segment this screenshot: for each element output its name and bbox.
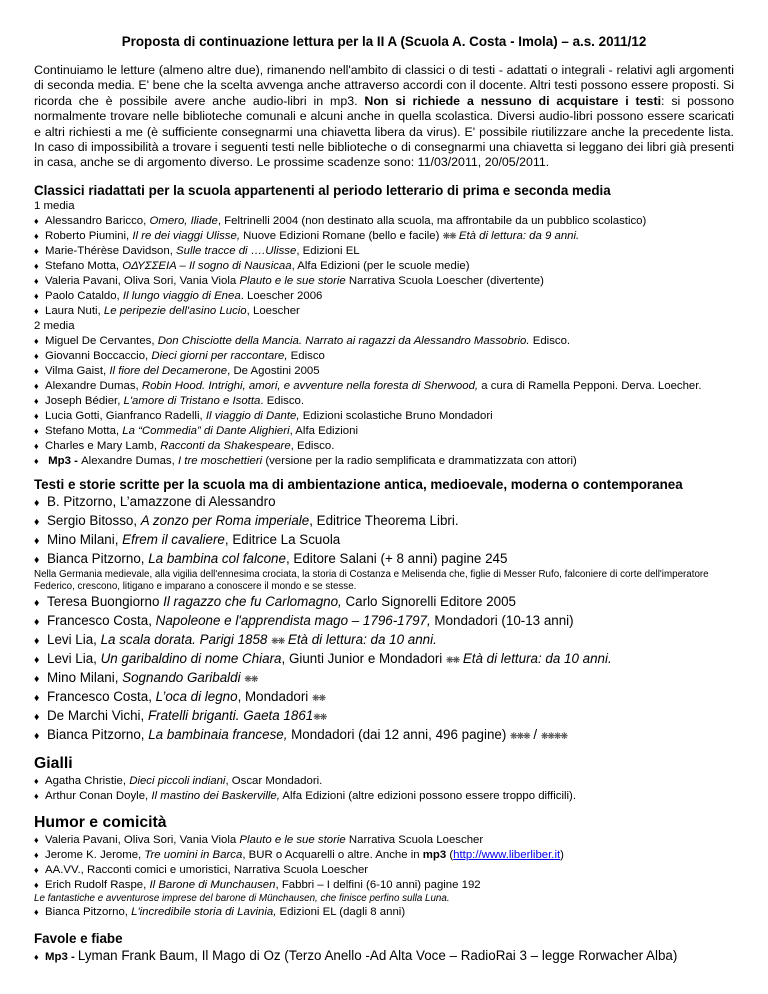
mp3-label: Mp3 - (45, 950, 78, 963)
diamond-bullet-icon: ♦ (34, 260, 39, 271)
section-heading-classici: Classici riadattati per la scuola appartenenti al periodo letterario di prima e seconda media (34, 182, 611, 198)
diamond-bullet-icon: ♦ (34, 790, 39, 801)
list-item: ♦ Valeria Pavani, Oliva Sori, Vania Viola Plauto e le sue storie Narrativa Scuola Loescher (34, 833, 484, 846)
list-item: ♦ Sergio Bitosso, A zonzo per Roma imperiale, Editrice Theorema Libri. (34, 512, 734, 531)
list-item: ♦ Mino Milani, Sognando Garibaldi ❋❋ (34, 669, 734, 688)
subheading-1-media: 1 media (34, 199, 75, 212)
diamond-bullet-icon: ♦ (34, 849, 39, 860)
list-item: ♦ Vilma Gaist, Il fiore del Decamerone, De Agostini 2005 (34, 364, 320, 377)
list-item: ♦ Mino Milani, Efrem il cavaliere, Editrice La Scuola (34, 531, 734, 550)
rating-stars-icon: ❋❋❋ (510, 730, 530, 741)
rating-stars-icon: ❋❋ (244, 673, 258, 684)
diamond-bullet-icon: ♦ (34, 395, 39, 406)
list-item: ♦ De Marchi Vichi, Fratelli briganti. Gaeta 1861❋❋ (34, 707, 734, 726)
diamond-bullet-icon: ♦ (34, 634, 40, 647)
diamond-bullet-icon: ♦ (34, 380, 39, 391)
rating-stars-icon: ❋❋ (271, 635, 285, 646)
list-item: ♦ Laura Nuti, Le peripezie dell'asino Lucio, Loescher (34, 304, 300, 317)
list-item: ♦ Bianca Pitzorno, L'incredibile storia di Lavinia, Edizioni EL (dagli 8 anni) (34, 905, 406, 918)
list-item: ♦ Stefano Motta, ΟΔΥΣΣΕΙΑ – Il sogno di Nausicaa, Alfa Edizioni (per le scuole medie) (34, 259, 470, 272)
list-item: ♦ Alexandre Dumas, Robin Hood. Intrighi, amori, e avventure nella foresta di Sherwood, a cura di Ramella Pepponi. Derva. Loecher. (34, 379, 702, 392)
list-item: ♦ Bianca Pitzorno, La bambinaia francese, Mondadori (dai 12 anni, 496 pagine) ❋❋❋ / ❋❋❋❋ (34, 726, 734, 745)
rating-stars-icon: ❋❋❋❋ (540, 730, 567, 741)
diamond-bullet-icon: ♦ (34, 290, 39, 301)
list-item: ♦ B. Pitzorno, L’amazzone di Alessandro (34, 493, 734, 512)
diamond-bullet-icon: ♦ (34, 335, 39, 346)
liberliber-link[interactable]: http://www.liberliber.it (453, 848, 561, 861)
list-item: ♦ Bianca Pitzorno, La bambina col falcone, Editore Salani (+ 8 anni) pagine 245 (34, 550, 734, 569)
list-item: ♦ Valeria Pavani, Oliva Sori, Vania Viola Plauto e le sue storie Narrativa Scuola Loescher (divertente) (34, 274, 544, 287)
section-heading-humor: Humor e comicità (34, 813, 167, 831)
diamond-bullet-icon: ♦ (34, 275, 39, 286)
list-item: ♦ Francesco Costa, L’oca di legno, Mondadori ❋❋ (34, 688, 734, 707)
list-item: ♦ Miguel De Cervantes, Don Chisciotte della Mancia. Narrato ai ragazzi da Alessandro Massobrio. Edisco. (34, 334, 571, 347)
book-synopsis: Nella Germania medievale, alla vigilia dell'ennesima crociata, la storia di Costanza e Melisenda che, figlie di Messer Rufo, falconiere di corte dell'imperatore Federico, crescono, litigano e imparano a conoscere il mondo e se stesse. (34, 568, 709, 592)
subheading-2-media: 2 media (34, 319, 75, 332)
list-item: ♦ Levi Lia, Un garibaldino di nome Chiara, Giunti Junior e Mondadori ❋❋ Età di lettura: da 10 anni. (34, 650, 734, 669)
document-page (34, 34, 734, 966)
diamond-bullet-icon: ♦ (34, 834, 39, 845)
list-item: ♦ Joseph Bédier, L'amore di Tristano e Isotta. Edisco. (34, 394, 305, 407)
rating-stars-icon: ❋❋ (313, 711, 327, 722)
list-item: ♦ Erich Rudolf Raspe, Il Barone di Munchausen, Fabbri – I delfini (6-10 anni) pagine 192 (34, 878, 481, 891)
list-item: ♦ Lucia Gotti, Gianfranco Radelli, Il viaggio di Dante, Edizioni scolastiche Bruno Mondadori (34, 409, 493, 422)
diamond-bullet-icon: ♦ (34, 534, 40, 547)
list-item: ♦ Agatha Christie, Dieci piccoli indiani, Oscar Mondadori. (34, 774, 323, 787)
list-item: ♦ Paolo Cataldo, Il lungo viaggio di Enea. Loescher 2006 (34, 289, 323, 302)
mp3-label: mp3 (422, 848, 447, 861)
diamond-bullet-icon: ♦ (34, 729, 40, 742)
diamond-bullet-icon: ♦ (34, 410, 39, 421)
diamond-bullet-icon: ♦ (34, 305, 39, 316)
list-item: ♦ Arthur Conan Doyle, Il mastino dei Baskerville, Alfa Edizioni (altre edizioni possono essere troppo difficili). (34, 789, 576, 802)
list-item: ♦ Roberto Piumini, Il re dei viaggi Ulisse, Nuove Edizioni Romane (bello e facile) ❋❋ Età di lettura: da 9 anni. (34, 229, 580, 242)
list-item: ♦ Charles e Mary Lamb, Racconti da Shakespeare, Edisco. (34, 439, 335, 452)
diamond-bullet-icon: ♦ (34, 906, 39, 917)
section-heading-favole: Favole e fiabe (34, 930, 123, 946)
diamond-bullet-icon: ♦ (34, 672, 40, 685)
diamond-bullet-icon: ♦ (34, 245, 39, 256)
diamond-bullet-icon: ♦ (34, 425, 39, 436)
rating-stars-icon: ❋❋ (312, 692, 326, 703)
diamond-bullet-icon: ♦ (34, 455, 39, 466)
diamond-bullet-icon: ♦ (34, 365, 39, 376)
diamond-bullet-icon: ♦ (34, 350, 39, 361)
list-item: ♦ Francesco Costa, Napoleone e l'apprendista mago – 1796-1797, Mondadori (10-13 anni) (34, 612, 734, 631)
book-synopsis: Le fantastiche e avventurose imprese del barone di Münchausen, che finisce perfino sulla Luna. (34, 892, 450, 904)
list-item: ♦ Mp3 - Alexandre Dumas, I tre moschettieri (versione per la radio semplificata e drammatizzata con attori) (34, 454, 577, 467)
diamond-bullet-icon: ♦ (34, 553, 40, 566)
diamond-bullet-icon: ♦ (34, 215, 39, 226)
diamond-bullet-icon: ♦ (34, 879, 39, 890)
diamond-bullet-icon: ♦ (34, 496, 40, 509)
rating-stars-icon: ❋❋ (446, 654, 460, 665)
list-item: ♦ Jerome K. Jerome, Tre uomini in Barca, BUR o Acquarelli o altre. Anche in mp3 (http://www.liberliber.it) (34, 848, 564, 861)
list-item: ♦ Giovanni Boccaccio, Dieci giorni per raccontare, Edisco (34, 349, 325, 362)
rating-stars-icon: ❋❋ (442, 230, 456, 241)
diamond-bullet-icon: ♦ (34, 710, 40, 723)
diamond-bullet-icon: ♦ (34, 864, 39, 875)
section-heading-testi-storie: Testi e storie scritte per la scuola ma di ambientazione antica, medioevale, moderna o contemporanea (34, 476, 683, 492)
diamond-bullet-icon: ♦ (34, 515, 40, 528)
diamond-bullet-icon: ♦ (34, 691, 40, 704)
intro-paragraph: Continuiamo le letture (almeno altre due), rimanendo nell'ambito di classici o di testi - adattati o integrali - relativi agli argomenti di seconda media. E' bene che la scelta avvenga anche attraverso accordi con il docente. Altri testi possono essere proposti. Si ricorda che è possibile avere anche audio-libri in mp3. Non si richiede a nessuno di acquistare i testi: si possono normalmente trovare nelle biblioteche comunali e alcuni anche in quella scolastica. Diversi audio-libri possono essere scaricati e altri richiesti a me (è sufficiente consegnarmi una chiavetta libera da virus). E' possibile riutilizzare anche la precedente lista. In caso di impossibilità a trovare i seguenti testi nelle biblioteche o di consegnarmi una chiavetta si leggano dei libri già presenti in casa, anche se di argomento diverso. Le prossime scadenze sono: 11/03/2011, 20/05/2011. (34, 63, 734, 170)
diamond-bullet-icon: ♦ (34, 440, 39, 451)
diamond-bullet-icon: ♦ (34, 951, 39, 962)
diamond-bullet-icon: ♦ (34, 230, 39, 241)
list-item: ♦ AA.VV., Racconti comici e umoristici, Narrativa Scuola Loescher (34, 863, 369, 876)
diamond-bullet-icon: ♦ (34, 653, 40, 666)
list-item: ♦ Stefano Motta, La “Commedia” di Dante Alighieri, Alfa Edizioni (34, 424, 358, 437)
diamond-bullet-icon: ♦ (34, 775, 39, 786)
list-item: ♦ Levi Lia, La scala dorata. Parigi 1858 ❋❋ Età di lettura: da 10 anni. (34, 631, 734, 650)
list-item: ♦ Marie-Thérèse Davidson, Sulle tracce di ….Ulisse, Edizioni EL (34, 244, 360, 257)
list-item: ♦ Mp3 - Lyman Frank Baum, Il Mago di Oz (Terzo Anello -Ad Alta Voce – RadioRai 3 – legge Rorwacher Alba) (34, 947, 734, 966)
mp3-label: Mp3 - (48, 454, 82, 467)
document-title: Proposta di continuazione lettura per la II A (Scuola A. Costa - Imola) – a.s. 2011/12 (121, 34, 647, 49)
section-heading-gialli: Gialli (34, 754, 73, 772)
diamond-bullet-icon: ♦ (34, 596, 40, 609)
intro-bold-note: Non si richiede a nessuno di acquistare i testi (364, 93, 662, 108)
diamond-bullet-icon: ♦ (34, 615, 40, 628)
list-item: ♦ Alessandro Baricco, Omero, Iliade, Feltrinelli 2004 (non destinato alla scuola, ma affrontabile da un pubblico scolastico) (34, 214, 647, 227)
list-item: ♦ Teresa Buongiorno Il ragazzo che fu Carlomagno, Carlo Signorelli Editore 2005 (34, 593, 734, 612)
